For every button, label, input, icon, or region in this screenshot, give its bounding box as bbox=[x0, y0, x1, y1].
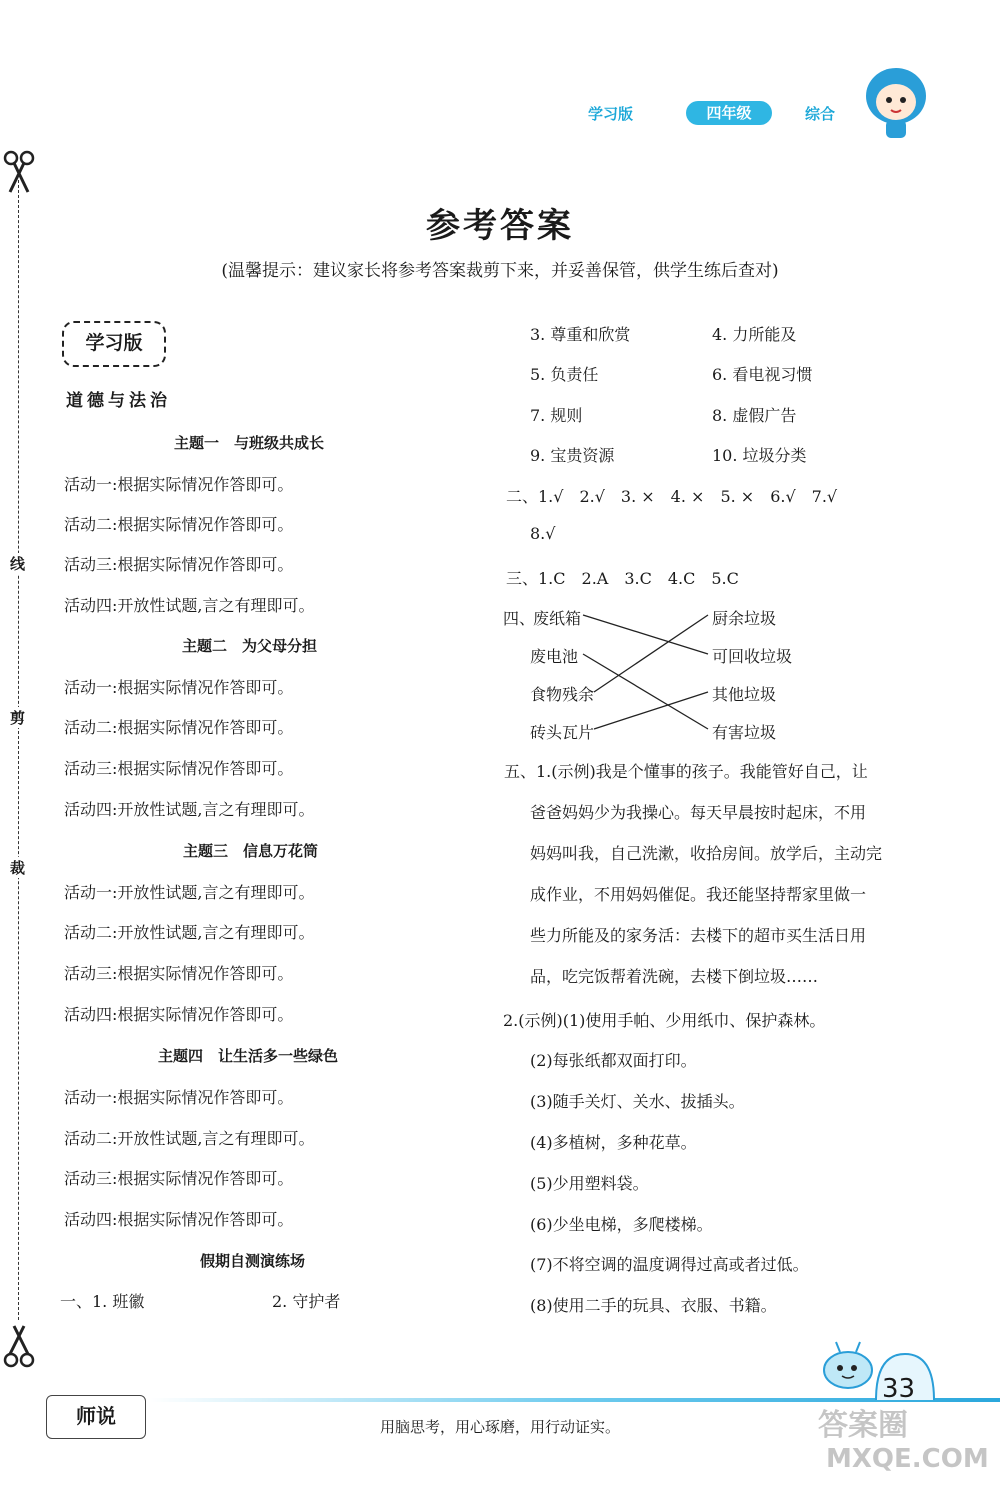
match-left-item: 废电池 bbox=[530, 647, 579, 666]
essay-line: 成作业，不用妈妈催促。我还能坚持帮家里做一 bbox=[530, 885, 867, 904]
activity-answer: 活动四:根据实际情况作答即可。 bbox=[64, 1210, 294, 1229]
answer-item: 一、1. 班徽 bbox=[60, 1292, 145, 1311]
activity-answer: 活动四:根据实际情况作答即可。 bbox=[64, 1005, 294, 1024]
answer-item: 二、1.√ 2.√ 3. × 4. × 5. × 6.√ 7.√ bbox=[506, 487, 838, 506]
match-prefix: 四、 bbox=[503, 609, 536, 628]
cut-line bbox=[18, 180, 19, 1320]
activity-answer: 活动三:根据实际情况作答即可。 bbox=[64, 759, 294, 778]
activity-answer: 活动一:根据实际情况作答即可。 bbox=[64, 1088, 294, 1107]
activity-answer: 活动一:根据实际情况作答即可。 bbox=[64, 678, 294, 697]
activity-answer: 活动三:根据实际情况作答即可。 bbox=[64, 1169, 294, 1188]
activity-answer: 活动三:根据实际情况作答即可。 bbox=[64, 964, 294, 983]
topic-heading: 主题三 信息万花筒 bbox=[183, 842, 319, 860]
answer-item: 8. 虚假广告 bbox=[712, 406, 797, 425]
cut-line-char: 剪 bbox=[10, 709, 26, 727]
answer-item: (8)使用二手的玩具、衣服、书籍。 bbox=[530, 1296, 777, 1315]
match-right-item: 厨余垃圾 bbox=[712, 609, 777, 628]
topic-heading: 主题四 让生活多一些绿色 bbox=[158, 1047, 339, 1065]
answer-item: (3)随手关灯、关水、拔插头。 bbox=[530, 1092, 745, 1111]
answer-item: (2)每张纸都双面打印。 bbox=[530, 1051, 697, 1070]
page-number: 33 bbox=[882, 1374, 916, 1404]
footer-motto: 用脑思考，用心琢磨，用行动证实。 bbox=[379, 1418, 620, 1436]
activity-answer: 活动四:开放性试题,言之有理即可。 bbox=[64, 596, 315, 615]
answer-item: 7. 规则 bbox=[530, 406, 583, 425]
watermark: 答案圈 bbox=[818, 1408, 908, 1443]
answer-item: 10. 垃圾分类 bbox=[712, 446, 807, 465]
header-grade: 四年级 bbox=[686, 101, 772, 125]
cut-line-char: 裁 bbox=[10, 859, 26, 877]
topic-heading: 主题一 与班级共成长 bbox=[174, 434, 325, 452]
scissors-icon bbox=[2, 1322, 36, 1368]
activity-answer: 活动二:根据实际情况作答即可。 bbox=[64, 515, 294, 534]
activity-answer: 活动二:根据实际情况作答即可。 bbox=[64, 718, 294, 737]
tip-text: (温馨提示：建议家长将参考答案裁剪下来，并妥善保管，供学生练后查对) bbox=[221, 261, 779, 281]
answer-item: 2.(示例)(1)使用手帕、少用纸巾、保护森林。 bbox=[503, 1011, 826, 1030]
essay-line: 妈妈叫我，自己洗漱，收拾房间。放学后，主动完 bbox=[530, 844, 883, 863]
answer-item: 6. 看电视习惯 bbox=[712, 365, 813, 384]
activity-answer: 活动三:根据实际情况作答即可。 bbox=[64, 555, 294, 574]
snail-mascot-icon bbox=[818, 1338, 878, 1394]
answer-item: 3. 尊重和欣赏 bbox=[530, 325, 631, 344]
activity-answer: 活动一:开放性试题,言之有理即可。 bbox=[64, 883, 315, 902]
header-edition: 学习版 bbox=[588, 105, 634, 123]
essay-line: 爸爸妈妈少为我操心。每天早晨按时起床，不用 bbox=[530, 803, 867, 822]
essay-line: 五、1.(示例)我是个懂事的孩子。我能管好自己，让 bbox=[504, 762, 868, 781]
cut-line-char: 线 bbox=[10, 555, 26, 573]
answer-item: (7)不将空调的温度调得过高或者过低。 bbox=[530, 1255, 809, 1274]
answer-item: 4. 力所能及 bbox=[712, 325, 797, 344]
answer-item: (5)少用塑料袋。 bbox=[530, 1174, 649, 1193]
match-left-item: 砖头瓦片 bbox=[530, 723, 595, 742]
answer-item: 9. 宝贵资源 bbox=[530, 446, 615, 465]
answer-item: 8.√ bbox=[530, 524, 556, 543]
answer-item: (6)少坐电梯，多爬楼梯。 bbox=[530, 1215, 713, 1234]
header-subject: 综合 bbox=[805, 105, 836, 123]
activity-answer: 活动四:开放性试题,言之有理即可。 bbox=[64, 800, 315, 819]
matching-lines bbox=[580, 605, 720, 735]
girl-mascot-icon bbox=[860, 62, 932, 142]
answer-item: 5. 负责任 bbox=[530, 365, 599, 384]
essay-line: 品，吃完饭帮着洗碗，去楼下倒垃圾…… bbox=[530, 967, 819, 986]
answer-item: 三、1.C 2.A 3.C 4.C 5.C bbox=[506, 569, 739, 588]
activity-answer: 活动二:开放性试题,言之有理即可。 bbox=[64, 923, 315, 942]
activity-answer: 活动二:开放性试题,言之有理即可。 bbox=[64, 1129, 315, 1148]
topic-heading: 主题二 为父母分担 bbox=[182, 637, 318, 655]
footer-label: 师说 bbox=[46, 1395, 146, 1439]
page-title: 参考答案 bbox=[426, 206, 574, 246]
match-right-item: 有害垃圾 bbox=[712, 723, 777, 742]
match-right-item: 其他垃圾 bbox=[712, 685, 777, 704]
match-right-item: 可回收垃圾 bbox=[712, 647, 793, 666]
activity-answer: 活动一:根据实际情况作答即可。 bbox=[64, 475, 294, 494]
edition-badge: 学习版 bbox=[62, 321, 166, 367]
answer-item: (4)多植树，多种花草。 bbox=[530, 1133, 697, 1152]
answer-item: 2. 守护者 bbox=[272, 1292, 341, 1311]
watermark: MXQE.COM bbox=[826, 1444, 989, 1474]
scissors-icon bbox=[2, 150, 36, 194]
match-left-item: 废纸箱 bbox=[533, 609, 582, 628]
essay-line: 些力所能及的家务活：去楼下的超市买生活日用 bbox=[530, 926, 867, 945]
section-heading: 道德与法治 bbox=[66, 391, 171, 411]
topic-heading: 假期自测演练场 bbox=[200, 1252, 306, 1270]
match-left-item: 食物残余 bbox=[530, 685, 595, 704]
